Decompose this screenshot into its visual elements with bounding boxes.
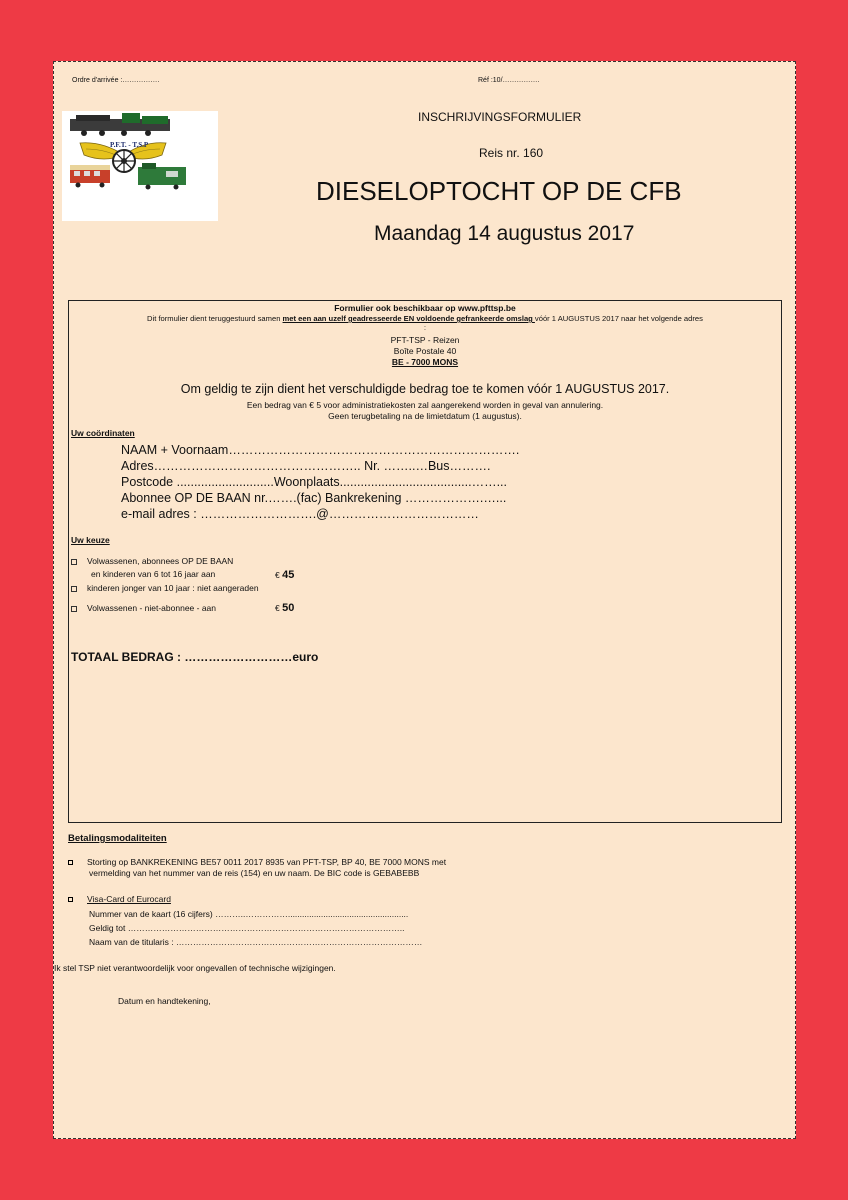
bank-transfer-line-2: vermelding van het nummer van de reis (154) en uw naam. De BIC code is GEBABEBB: [89, 868, 420, 878]
card-heading-row: [68, 894, 171, 904]
address-line-3: BE - 7000 MONS: [391, 357, 459, 367]
registration-box: [68, 300, 782, 823]
card-valid-field[interactable]: Geldig tot ……………………………………………………………………………………..: [89, 923, 405, 933]
form-sheet: [53, 61, 796, 1139]
return-pre: Dit formulier dient teruggestuurd samen: [147, 314, 283, 323]
choice-checkbox-2[interactable]: [71, 586, 77, 592]
subscriber-field[interactable]: Abonnee OP DE BAAN nr.…….(fac) Bankrekening ……………….…...: [121, 491, 507, 505]
payment-heading: Betalingsmodaliteiten: [68, 833, 167, 844]
bank-line-1-text: Storting op BANKREKENING BE57 0011 2017 8935 van PFT-TSP, BP 40, BE 7000 MONS met: [87, 857, 447, 867]
total-amount[interactable]: TOTAAL BEDRAG : ………………………euro: [71, 650, 319, 664]
return-envelope-note: met een aan uzelf geadresseerde EN voldoende gefrankeerde omslag: [282, 314, 535, 323]
card-heading: Visa-Card of Eurocard: [87, 894, 171, 904]
email-field[interactable]: e-mail adres : ……………………….@………………………………: [121, 507, 479, 521]
disclaimer: Ik stel TSP niet verantwoordelijk voor ongevallen of technische wijzigingen.: [54, 963, 336, 973]
trip-number: Reis nr. 160: [479, 146, 544, 160]
form-type: INSCHRIJVINGSFORMULIER: [418, 110, 582, 124]
choice-1-price: [275, 569, 294, 581]
bullet-icon: [68, 860, 73, 865]
price-value: 45: [282, 569, 295, 581]
bank-transfer-line-1: [68, 857, 446, 867]
return-post: vóór 1 AUGUSTUS 2017 naar het volgende adres: [534, 314, 703, 323]
choice-1-label: Volwassenen, abonnees OP DE BAAN: [87, 556, 234, 566]
postcode-field[interactable]: Postcode ............................Woonplaats......................................……...: [121, 475, 508, 489]
choice-checkbox-1[interactable]: [71, 559, 77, 565]
choice-checkbox-3[interactable]: [71, 606, 77, 612]
page-title: DIESELOPTOCHT OP DE CFB: [316, 176, 682, 206]
choice-3-label: Volwassenen - niet-abonnee - aan: [87, 603, 217, 613]
card-number-field[interactable]: Nummer van de kaart (16 cijfers) ………..……………...................................................: [89, 909, 409, 919]
colon: :: [424, 325, 426, 332]
address-field[interactable]: Adres………………………………………….. Nr. ……..…Bus……….: [121, 459, 491, 473]
name-field[interactable]: NAAM + Voornaam…………………………………………………………….: [121, 443, 520, 457]
address-line-1: PFT-TSP - Reizen: [390, 335, 460, 345]
bullet-icon: [68, 897, 73, 902]
euro-sign: €: [275, 603, 280, 613]
coordinates-heading: Uw coördinaten: [71, 428, 135, 438]
reference: Réf :10/…………….: [478, 77, 540, 84]
choice-2-label: kinderen jonger van 10 jaar : niet aangeraden: [87, 583, 259, 593]
arrival-order: Ordre d'arrivée :…………….: [72, 77, 160, 84]
return-instructions: [69, 314, 781, 323]
choice-option-1[interactable]: [71, 556, 233, 566]
trip-date: Maandag 14 augustus 2017: [374, 222, 635, 245]
choice-3-price: [275, 602, 294, 614]
admin-fee-note: Een bedrag van € 5 voor administratiekosten zal aangerekend worden in geval van annulering.: [246, 400, 604, 410]
choice-1-detail: en kinderen van 6 tot 16 jaar aan: [91, 569, 216, 579]
choice-option-3[interactable]: [71, 603, 216, 613]
euro-sign: €: [275, 570, 280, 580]
train-logo-icon: [62, 111, 218, 221]
choice-option-2[interactable]: [71, 583, 259, 593]
price-value: 50: [282, 602, 295, 614]
availability-note: Formulier ook beschikbaar op www.pfttsp.be: [334, 303, 516, 313]
svg-text:P.F.T. - T.S.P: P.F.T. - T.S.P: [110, 141, 149, 149]
address-line-2: Boîte Postale 40: [393, 346, 457, 356]
payment-notice: Om geldig te zijn dient het verschuldigde bedrag toe te komen vóór 1 AUGUSTUS 2017.: [180, 382, 670, 396]
club-logo: [62, 111, 218, 221]
no-refund-note: Geen terugbetaling na de limietdatum (1 augustus).: [328, 411, 522, 421]
signature-label: Datum en handtekening,: [118, 996, 211, 1006]
choice-heading: Uw keuze: [71, 535, 110, 545]
card-holder-field[interactable]: Naam van de titularis : ……………………………………………………………………………: [89, 937, 423, 947]
